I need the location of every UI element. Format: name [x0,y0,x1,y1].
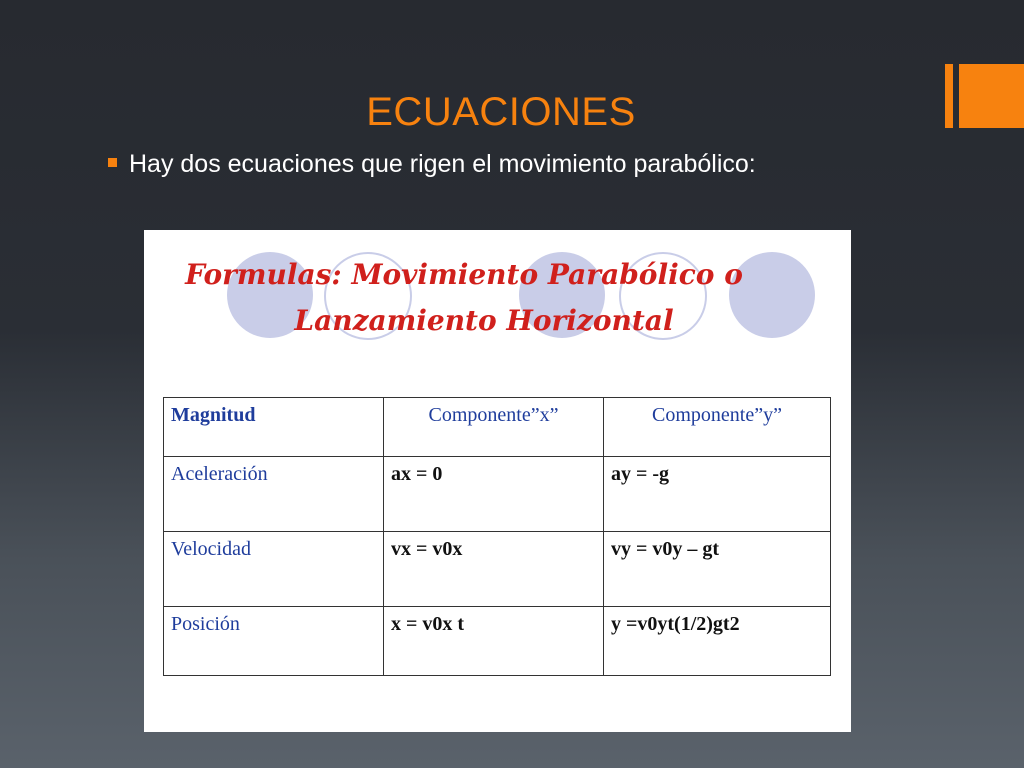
row-label: Velocidad [164,532,384,607]
formulas-table [163,397,831,676]
row-label: Posición [164,607,384,676]
slide-title: ECUACIONES [366,90,636,134]
cell-x-value: ax = 0 [384,457,604,532]
figure-title-line2: Lanzamiento Horizontal [294,304,674,337]
table-row [164,532,831,607]
header-magnitud: Magnitud [164,398,384,457]
bullet-item [108,150,756,179]
row-label: Aceleración [164,457,384,532]
cell-x-value: x = v0x t [384,607,604,676]
bullet-text: Hay dos ecuaciones que rigen el movimiento parabólico: [129,150,756,178]
header-componente-y: Componente”y” [604,398,831,457]
cell-x-value: vx = v0x [384,532,604,607]
formulas-image [144,230,851,732]
cell-y-value: ay = -g [604,457,831,532]
table-row [164,607,831,676]
figure-title-line1: Formulas: Movimiento Parabólico o [185,258,743,291]
table-row [164,457,831,532]
cell-y-value: y =v0yt(1/2)gt2 [604,607,831,676]
figure-title [144,252,784,344]
header-componente-x: Componente”x” [384,398,604,457]
table-header-row [164,398,831,457]
cell-y-value: vy = v0y – gt [604,532,831,607]
square-bullet-icon [108,158,117,167]
